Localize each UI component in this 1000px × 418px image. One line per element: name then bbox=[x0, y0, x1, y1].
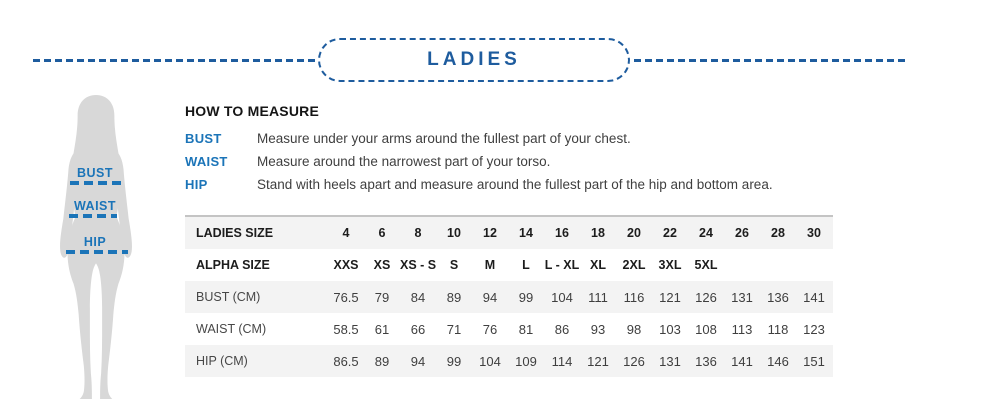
size-value-cell: 79 bbox=[374, 289, 390, 305]
size-value-cell: 126 bbox=[695, 289, 717, 305]
size-value-cell: 84 bbox=[410, 289, 426, 305]
size-value-cell: 89 bbox=[446, 289, 462, 305]
header-dash-line-left bbox=[33, 59, 318, 62]
how-to-measure-section bbox=[185, 103, 875, 196]
size-value-cell: 2XL bbox=[622, 258, 646, 272]
size-value-cell: 103 bbox=[659, 321, 681, 337]
size-value-cell: 94 bbox=[410, 353, 426, 369]
size-value-cell: L - XL bbox=[544, 258, 580, 272]
ladies-title-pill bbox=[318, 38, 630, 82]
size-value-cell: 131 bbox=[731, 289, 753, 305]
size-value-cell: 151 bbox=[803, 353, 825, 369]
size-value-cell: 76 bbox=[482, 321, 498, 337]
size-value-cell: 94 bbox=[482, 289, 498, 305]
size-value-cell: 3XL bbox=[658, 258, 682, 272]
size-value-cell: 86 bbox=[554, 321, 570, 337]
measure-text: Measure under your arms around the fullest part of your chest. bbox=[257, 131, 631, 146]
measure-row-waist bbox=[185, 150, 875, 173]
table-row-label: LADIES SIZE bbox=[196, 226, 274, 240]
table-row bbox=[185, 313, 833, 345]
table-row-label: HIP (CM) bbox=[196, 354, 248, 368]
size-value-cell: 99 bbox=[446, 353, 462, 369]
how-to-measure-title: HOW TO MEASURE bbox=[185, 103, 319, 119]
size-value-cell: 20 bbox=[627, 226, 641, 240]
measure-text: Measure around the narrowest part of your torso. bbox=[257, 154, 551, 169]
size-value-cell: 104 bbox=[479, 353, 501, 369]
size-value-cell: 4 bbox=[342, 226, 350, 240]
size-value-cell: 10 bbox=[447, 226, 461, 240]
figure-bust-label: BUST bbox=[76, 166, 114, 180]
measure-row-hip bbox=[185, 173, 875, 196]
size-value-cell: 76.5 bbox=[333, 289, 359, 305]
size-value-cell: XS - S bbox=[400, 258, 437, 272]
size-value-cell: 81 bbox=[518, 321, 534, 337]
size-value-cell: 18 bbox=[591, 226, 605, 240]
size-value-cell: 123 bbox=[803, 321, 825, 337]
measure-label: HIP bbox=[185, 177, 208, 192]
size-value-cell: 24 bbox=[699, 226, 713, 240]
size-value-cell: 136 bbox=[695, 353, 717, 369]
table-row bbox=[185, 249, 833, 281]
table-row-label: WAIST (CM) bbox=[196, 322, 267, 336]
size-value-cell: 5XL bbox=[694, 258, 718, 272]
size-value-cell: 118 bbox=[767, 321, 789, 337]
bust-measure-line bbox=[70, 181, 122, 185]
size-value-cell: 121 bbox=[659, 289, 681, 305]
size-value-cell: 93 bbox=[590, 321, 606, 337]
size-value-cell: 26 bbox=[735, 226, 749, 240]
size-value-cell: 99 bbox=[518, 289, 534, 305]
size-value-cell: 58.5 bbox=[333, 321, 359, 337]
table-row bbox=[185, 217, 833, 249]
size-value-cell: 22 bbox=[663, 226, 677, 240]
size-value-cell: 16 bbox=[555, 226, 569, 240]
size-value-cell: 141 bbox=[803, 289, 825, 305]
page-title: LADIES bbox=[427, 49, 521, 70]
table-row bbox=[185, 345, 833, 377]
size-value-cell: 30 bbox=[807, 226, 821, 240]
size-value-cell: 104 bbox=[551, 289, 573, 305]
waist-measure-line bbox=[69, 214, 117, 218]
size-value-cell: 146 bbox=[767, 353, 789, 369]
size-value-cell: 109 bbox=[515, 353, 537, 369]
measure-label: BUST bbox=[185, 131, 222, 146]
measure-text: Stand with heels apart and measure around the fullest part of the hip and bottom area. bbox=[257, 177, 773, 192]
size-value-cell: 12 bbox=[483, 226, 497, 240]
size-value-cell: 6 bbox=[378, 226, 386, 240]
size-value-cell: S bbox=[449, 258, 459, 272]
size-value-cell: 14 bbox=[519, 226, 533, 240]
size-value-cell: 114 bbox=[551, 353, 573, 369]
size-value-cell: 108 bbox=[695, 321, 717, 337]
size-value-cell: 28 bbox=[771, 226, 785, 240]
size-value-cell: L bbox=[522, 258, 530, 272]
size-value-cell: 111 bbox=[588, 289, 608, 305]
hip-measure-line bbox=[66, 250, 128, 254]
figure-hip-label: HIP bbox=[83, 235, 107, 249]
size-value-cell: M bbox=[484, 258, 496, 272]
size-value-cell: XXS bbox=[333, 258, 359, 272]
size-table bbox=[185, 215, 833, 377]
silhouette-neck bbox=[91, 121, 101, 139]
size-value-cell: XS bbox=[373, 258, 391, 272]
how-to-measure-rows bbox=[185, 127, 875, 196]
size-value-cell: 141 bbox=[731, 353, 753, 369]
size-value-cell: 136 bbox=[767, 289, 789, 305]
size-value-cell: 66 bbox=[410, 321, 426, 337]
measure-row-bust bbox=[185, 127, 875, 150]
size-value-cell: 61 bbox=[374, 321, 390, 337]
header-dash-line-right bbox=[634, 59, 905, 62]
measure-label: WAIST bbox=[185, 154, 228, 169]
size-value-cell: 113 bbox=[731, 321, 753, 337]
figure-waist-label: WAIST bbox=[73, 199, 117, 213]
table-row-label: BUST (CM) bbox=[196, 290, 261, 304]
size-value-cell: 98 bbox=[626, 321, 642, 337]
size-value-cell: 116 bbox=[623, 289, 645, 305]
size-value-cell: 8 bbox=[414, 226, 422, 240]
size-value-cell: 131 bbox=[659, 353, 681, 369]
size-value-cell: 89 bbox=[374, 353, 390, 369]
size-value-cell: XL bbox=[590, 258, 606, 272]
table-row bbox=[185, 281, 833, 313]
size-value-cell: 71 bbox=[446, 321, 462, 337]
size-value-cell: 86.5 bbox=[333, 353, 359, 369]
size-value-cell: 121 bbox=[587, 353, 609, 369]
table-row-label: ALPHA SIZE bbox=[196, 258, 270, 272]
size-value-cell: 126 bbox=[623, 353, 645, 369]
